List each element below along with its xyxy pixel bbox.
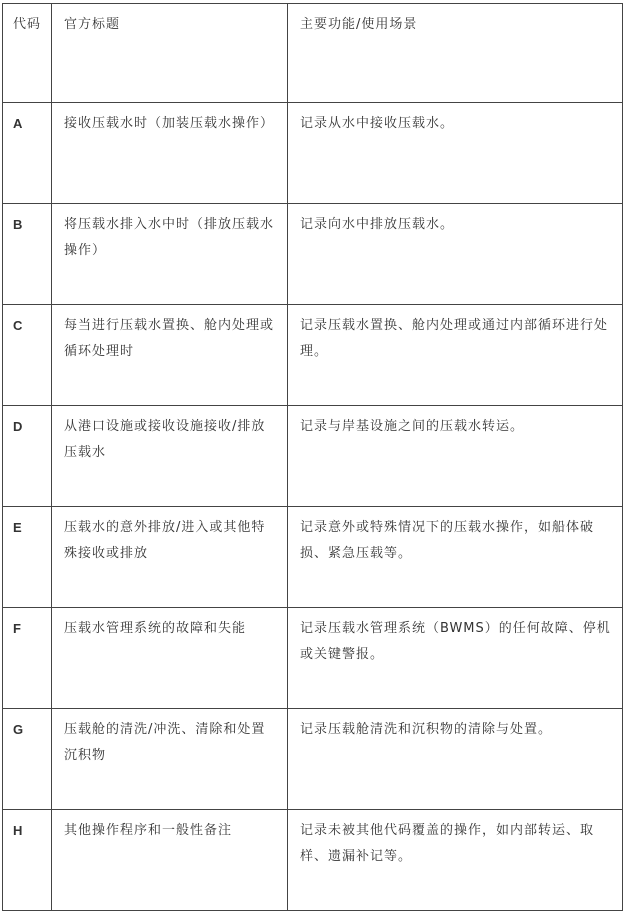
row-code: G <box>3 709 52 810</box>
table-row <box>3 709 623 810</box>
row-title: 接收压载水时（加装压载水操作） <box>52 103 288 204</box>
table-row <box>3 507 623 608</box>
ballast-code-table <box>2 3 623 911</box>
row-title: 将压载水排入水中时（排放压载水操作） <box>52 204 288 305</box>
row-title: 压载水管理系统的故障和失能 <box>52 608 288 709</box>
row-usage: 记录意外或特殊情况下的压载水操作，如船体破损、紧急压载等。 <box>288 507 623 608</box>
row-code: A <box>3 103 52 204</box>
row-code: D <box>3 406 52 507</box>
row-usage: 记录压载舱清洗和沉积物的清除与处置。 <box>288 709 623 810</box>
table-header-row <box>3 4 623 103</box>
row-usage: 记录向水中排放压载水。 <box>288 204 623 305</box>
table-row <box>3 810 623 911</box>
row-code: F <box>3 608 52 709</box>
table-row <box>3 103 623 204</box>
row-usage: 记录未被其他代码覆盖的操作，如内部转运、取样、遗漏补记等。 <box>288 810 623 911</box>
row-title: 压载舱的清洗/冲洗、清除和处置沉积物 <box>52 709 288 810</box>
row-code: H <box>3 810 52 911</box>
table-body <box>3 4 623 911</box>
row-code: B <box>3 204 52 305</box>
table-row <box>3 608 623 709</box>
row-usage: 记录压载水置换、舱内处理或通过内部循环进行处理。 <box>288 305 623 406</box>
header-usage: 主要功能/使用场景 <box>288 4 623 103</box>
header-code: 代码 <box>3 4 52 103</box>
table-row <box>3 305 623 406</box>
row-title: 压载水的意外排放/进入或其他特殊接收或排放 <box>52 507 288 608</box>
row-title: 其他操作程序和一般性备注 <box>52 810 288 911</box>
row-usage: 记录与岸基设施之间的压载水转运。 <box>288 406 623 507</box>
table-row <box>3 204 623 305</box>
row-usage: 记录压载水管理系统（BWMS）的任何故障、停机或关键警报。 <box>288 608 623 709</box>
row-title: 从港口设施或接收设施接收/排放压载水 <box>52 406 288 507</box>
table-row <box>3 406 623 507</box>
row-usage: 记录从水中接收压载水。 <box>288 103 623 204</box>
row-code: E <box>3 507 52 608</box>
row-code: C <box>3 305 52 406</box>
row-title: 每当进行压载水置换、舱内处理或循环处理时 <box>52 305 288 406</box>
header-title: 官方标题 <box>52 4 288 103</box>
